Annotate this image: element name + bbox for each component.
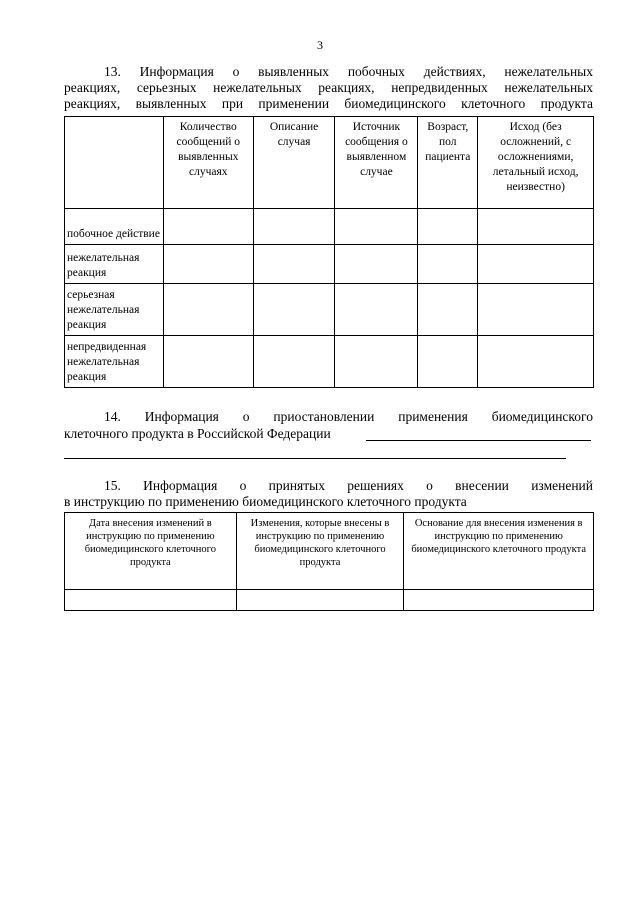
section-14-line-2: клеточного продукта в Российской Федерации [64, 426, 331, 441]
table-cell[interactable] [335, 245, 418, 284]
table-cell[interactable] [163, 336, 253, 388]
section-13-line-2: реакциях, серьезных нежелательных реакциях, непредвиденных нежелательных [64, 80, 593, 95]
row-label: непредвиденная нежелательная реакция [65, 336, 164, 388]
table-cell[interactable] [335, 336, 418, 388]
section-14-heading [64, 409, 593, 425]
column-header-changes: Изменения, которые внесены в инструкцию по применению биомедицинского клеточного продукта [236, 513, 404, 590]
page-number: 3 [317, 38, 323, 52]
column-header-source: Источник сообщения о выявленном случае [335, 117, 418, 209]
section-13-line-3: реакциях, выявленных при применении биомедицинского клеточного продукта [64, 96, 593, 111]
table-cell[interactable] [478, 336, 594, 388]
section-14-line-1: 14. Информация о приостановлении применения биомедицинского [104, 409, 593, 424]
table-cell[interactable] [418, 284, 478, 336]
instruction-changes-table [64, 512, 594, 611]
table-cell[interactable] [404, 590, 594, 611]
table-cell[interactable] [418, 336, 478, 388]
table-row [65, 209, 594, 245]
table-cell[interactable] [163, 245, 253, 284]
table-cell[interactable] [253, 336, 335, 388]
column-header-outcome: Исход (без осложнений, с осложнениями, летальный исход, неизвестно) [478, 117, 594, 209]
column-header-count: Количество сообщений о выявленных случаях [163, 117, 253, 209]
table-row [65, 245, 594, 284]
table-cell[interactable] [236, 590, 404, 611]
row-label: нежелательная реакция [65, 245, 164, 284]
fill-in-line[interactable] [64, 458, 566, 459]
table-header-row [65, 513, 594, 590]
section-13-line-1: 13. Информация о выявленных побочных действиях, нежелательных [104, 64, 593, 79]
section-15-line-2: в инструкцию по применению биомедицинского клеточного продукта [64, 494, 467, 509]
column-header-date: Дата внесения изменений в инструкцию по применению биомедицинского клеточного продукта [65, 513, 237, 590]
column-header-basis: Основание для внесения изменения в инструкцию по применению биомедицинского клеточного продукта [404, 513, 594, 590]
section-15-heading [64, 478, 593, 510]
table-cell[interactable] [418, 245, 478, 284]
column-header [65, 117, 164, 209]
table-header-row [65, 117, 594, 209]
column-header-age-sex: Возраст, пол пациента [418, 117, 478, 209]
table-row [65, 336, 594, 388]
table-cell[interactable] [418, 209, 478, 245]
table-row [65, 284, 594, 336]
row-label: серьезная нежелательная реакция [65, 284, 164, 336]
table-cell[interactable] [335, 209, 418, 245]
section-13-heading [64, 64, 593, 112]
column-header-description: Описание случая [253, 117, 335, 209]
table-cell[interactable] [163, 209, 253, 245]
table-cell[interactable] [478, 284, 594, 336]
table-cell[interactable] [65, 590, 237, 611]
adverse-reactions-table [64, 116, 594, 388]
section-15-line-1: 15. Информация о принятых решениях о внесении изменений [104, 478, 593, 493]
table-cell[interactable] [478, 209, 594, 245]
table-cell[interactable] [478, 245, 594, 284]
table-cell[interactable] [253, 245, 335, 284]
fill-in-line[interactable] [366, 440, 591, 441]
table-cell[interactable] [253, 284, 335, 336]
table-cell[interactable] [253, 209, 335, 245]
table-row [65, 590, 594, 611]
table-cell[interactable] [335, 284, 418, 336]
row-label: побочное действие [65, 209, 164, 245]
table-cell[interactable] [163, 284, 253, 336]
